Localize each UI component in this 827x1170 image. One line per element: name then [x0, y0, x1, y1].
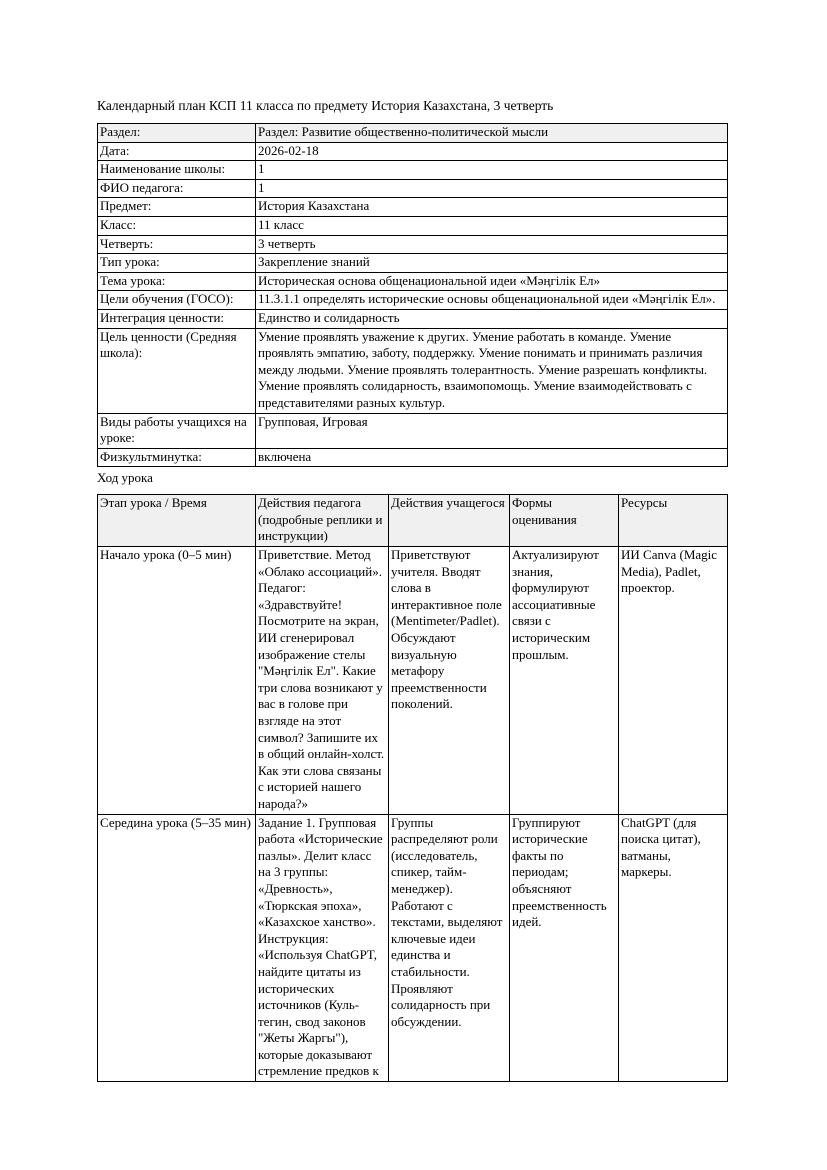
info-label: Цель ценности (Средняя школа): [98, 328, 256, 413]
info-row [98, 448, 728, 467]
lesson-col-header-assessment: Формы оценивания [510, 495, 619, 547]
info-label: ФИО педагога: [98, 179, 256, 198]
student-actions-cell: Приветствуют учителя. Вводят слова в интерактивное поле (Mentimeter/Padlet). Обсуждают визуальную метафору преемственности поколений. [389, 547, 510, 815]
lesson-table [97, 494, 728, 1082]
lesson-row-middle [98, 814, 728, 1082]
info-value: 11.3.1.1 определять исторические основы общенациональной идеи «Мәңгілік Ел». [256, 291, 728, 310]
resources-cell: ИИ Canva (Magic Media), Padlet, проектор. [619, 547, 728, 815]
teacher-actions-cell: Приветствие. Метод «Облако ассоциаций». Педагог: «Здравствуйте! Посмотрите на экран, ИИ сгенерировал изображение стелы "Мәңгілік Ел". Какие три слова возникают у вас в голове при взгляде на этот символ? Запишите их в общий онлайн-холст. Как эти слова связаны с историей нашего народа?» [256, 547, 389, 815]
info-value: История Казахстана [256, 198, 728, 217]
info-row [98, 124, 728, 143]
info-label: Класс: [98, 216, 256, 235]
info-value: 1 [256, 161, 728, 180]
info-label: Физкультминутка: [98, 448, 256, 467]
info-row [98, 328, 728, 413]
info-row [98, 291, 728, 310]
info-value: Умение проявлять уважение к других. Умение работать в команде. Умение проявлять эмпатию, заботу, поддержку. Умение понимать и принимать различия между людьми. Умение проявлять толерантность. Умение разрешать конфликты. Умение проявлять солидарность, взаимопомощь. Умение взаимодействовать с представителями разных культур. [256, 328, 728, 413]
document-title: Календарный план КСП 11 класса по предмету История Казахстана, 3 четверть [97, 98, 554, 113]
lesson-col-header-resources: Ресурсы [619, 495, 728, 547]
assessment-cell: Группируют исторические факты по периодам; объясняют преемственность идей. [510, 814, 619, 1082]
info-row [98, 254, 728, 273]
info-label: Тип урока: [98, 254, 256, 273]
info-row [98, 309, 728, 328]
info-value: Групповая, Игровая [256, 413, 728, 448]
info-label: Интеграция ценности: [98, 309, 256, 328]
info-row [98, 235, 728, 254]
lesson-col-header-stage: Этап урока / Время [98, 495, 256, 547]
info-value: 1 [256, 179, 728, 198]
info-row [98, 161, 728, 180]
resources-cell: ChatGPT (для поиска цитат), ватманы, маркеры. [619, 814, 728, 1082]
info-row [98, 413, 728, 448]
info-label: Раздел: [98, 124, 256, 143]
lesson-col-header-student-actions: Действия учащегося [389, 495, 510, 547]
info-row [98, 198, 728, 217]
info-row [98, 142, 728, 161]
stage-cell: Начало урока (0–5 мин) [98, 547, 256, 815]
info-label: Цели обучения (ГОСО): [98, 291, 256, 310]
info-label: Дата: [98, 142, 256, 161]
assessment-cell: Актуализируют знания, формулируют ассоциативные связи с историческим прошлым. [510, 547, 619, 815]
info-value: 11 класс [256, 216, 728, 235]
info-value: 2026-02-18 [256, 142, 728, 161]
info-label: Тема урока: [98, 272, 256, 291]
info-value: 3 четверть [256, 235, 728, 254]
info-label: Предмет: [98, 198, 256, 217]
info-table [97, 123, 728, 467]
info-label: Четверть: [98, 235, 256, 254]
info-value: включена [256, 448, 728, 467]
lesson-header-row [98, 495, 728, 547]
lesson-row-start [98, 547, 728, 815]
info-value: Раздел: Развитие общественно-политической мысли [256, 124, 728, 143]
info-row [98, 216, 728, 235]
info-label: Наименование школы: [98, 161, 256, 180]
teacher-actions-cell: Задание 1. Групповая работа «Исторические пазлы». Делит класс на 3 группы: «Древность», «Тюркская эпоха», «Казахское ханство». Инструкция: «Используя ChatGPT, найдите цитаты из исторических источников (Куль-тегин, свод законов "Жеты Жаргы"), которые доказывают стремление предков к [256, 814, 389, 1082]
info-value: Историческая основа общенациональной идеи «Мәңгілік Ел» [256, 272, 728, 291]
stage-cell: Середина урока (5–35 мин) [98, 814, 256, 1082]
lesson-col-header-teacher-actions: Действия педагога (подробные реплики и инструкции) [256, 495, 389, 547]
document-content [97, 97, 727, 1082]
course-flow-heading: Ход урока [97, 470, 153, 486]
info-value: Закрепление знаний [256, 254, 728, 273]
info-label: Виды работы учащихся на уроке: [98, 413, 256, 448]
info-value: Единство и солидарность [256, 309, 728, 328]
info-row [98, 179, 728, 198]
info-row [98, 272, 728, 291]
student-actions-cell: Группы распределяют роли (исследователь, спикер, тайм-менеджер). Работают с текстами, выделяют ключевые идеи единства и стабильности. Проявляют солидарность при обсуждении. [389, 814, 510, 1082]
